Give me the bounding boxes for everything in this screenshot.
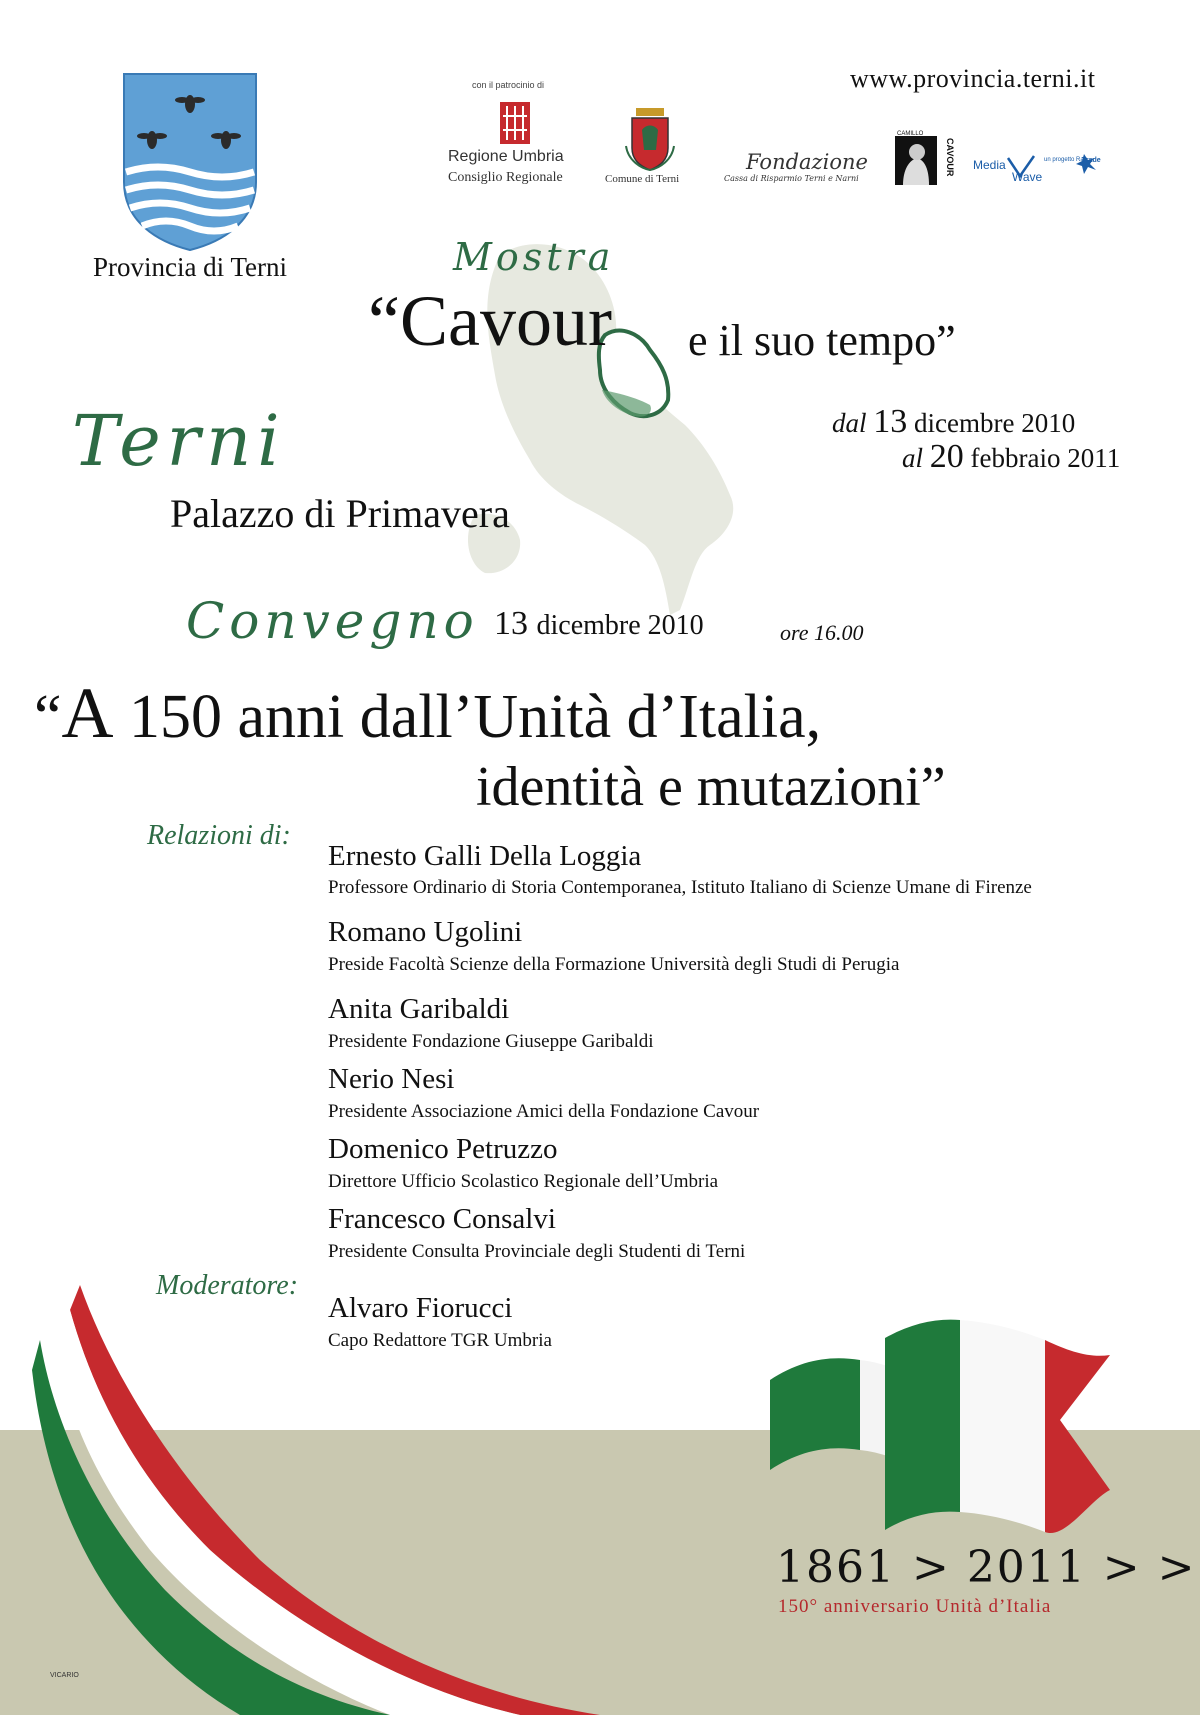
title-quote-open: “ [34, 683, 62, 751]
conference-title-line-2: identità e mutazioni” [476, 756, 946, 818]
date-rest-start: dicembre 2010 [914, 408, 1076, 438]
exhibition-date-end [902, 438, 1120, 476]
regione-umbria-sub: Consiglio Regionale [448, 170, 563, 185]
date-prefix-from: dal [832, 408, 867, 438]
years-range: 1861 > 2011 > > [776, 1542, 1197, 1593]
date-rest-end: febbraio 2011 [970, 443, 1121, 473]
conference-day: 13 [494, 605, 528, 642]
moderator-role: Capo Redattore TGR Umbria [328, 1330, 552, 1351]
media-wave-text-1: Media [973, 158, 1006, 172]
tricolore-ribbon-icon [0, 1280, 640, 1715]
speaker-role: Professore Ordinario di Storia Contemporanea, Istituto Italiano di Scienze Umane di Firenze [328, 877, 1032, 898]
regione-umbria-logo-icon [500, 102, 530, 144]
designer-credit: VICARIO [50, 1672, 79, 1679]
exhibition-date-start [832, 403, 1075, 441]
conference-title-line-1 [34, 672, 821, 755]
exhibition-title-rest: e il suo tempo” [688, 316, 956, 365]
speaker-role: Direttore Ufficio Scolastico Regionale dell’Umbria [328, 1171, 719, 1192]
title-line-1-rest: 150 anni dall’Unità d’Italia, [129, 683, 822, 751]
patronage-label: con il patrocinio di [472, 80, 545, 90]
title-letter-a: A [61, 673, 114, 753]
speaker-name: Nerio Nesi [328, 1063, 455, 1095]
media-wave-text-4: Trade [1082, 157, 1101, 164]
moderator-name: Alvaro Fiorucci [328, 1292, 513, 1324]
date-day-start: 13 [873, 403, 908, 440]
regione-umbria-name: Regione Umbria [448, 148, 564, 165]
speaker-name: Domenico Petruzzo [328, 1133, 558, 1165]
exhibition-title-main: “Cavour [368, 281, 612, 361]
anniversary-text: 150° anniversario Unità d’Italia [778, 1596, 1052, 1617]
comune-terni-name: Comune di Terni [605, 173, 680, 185]
provincia-coat-of-arms-icon [122, 72, 258, 252]
website-url[interactable]: www.provincia.terni.it [850, 64, 1096, 93]
speaker-name: Francesco Consalvi [328, 1203, 556, 1235]
fondazione-name: Fondazione [746, 150, 868, 174]
camillo-cavour-logo-icon [895, 130, 955, 185]
fondazione-sub: Cassa di Risparmio Terni e Narni [724, 174, 859, 183]
venue-place: Palazzo di Primavera [170, 491, 510, 536]
province-name: Provincia di Terni [92, 252, 288, 282]
speaker-role: Presidente Associazione Amici della Fondazione Cavour [328, 1101, 760, 1122]
moderator-label: Moderatore: [156, 1270, 299, 1301]
speaker-role: Presidente Fondazione Giuseppe Garibaldi [328, 1031, 654, 1052]
date-prefix-to: al [902, 443, 924, 473]
speaker-name: Romano Ugolini [328, 916, 523, 948]
cavour-logo-top-text: CAMILLO [897, 131, 924, 137]
conference-label: Convegno [186, 592, 479, 650]
speaker-role: Preside Facoltà Scienze della Formazione Università degli Studi di Perugia [328, 954, 900, 975]
conference-date-rest: dicembre 2010 [536, 610, 704, 641]
media-wave-text-2: Wave [1012, 170, 1043, 184]
comune-terni-logo-icon [622, 106, 678, 172]
conference-date [494, 605, 704, 643]
speaker-name: Anita Garibaldi [328, 993, 510, 1025]
date-day-end: 20 [929, 438, 964, 475]
speaker-role: Presidente Consulta Provinciale degli Studenti di Terni [328, 1241, 746, 1262]
media-wave-text-3: un progetto Rai [1044, 157, 1086, 163]
italian-flag-icon [760, 1300, 1110, 1530]
speakers-label: Relazioni di: [147, 820, 291, 851]
venue-city: Terni [72, 400, 286, 482]
exhibition-label: Mostra [453, 235, 615, 279]
conference-time: ore 16.00 [780, 620, 864, 645]
cavour-logo-side-text: CAVOUR [945, 138, 955, 177]
speaker-name: Ernesto Galli Della Loggia [328, 840, 642, 872]
